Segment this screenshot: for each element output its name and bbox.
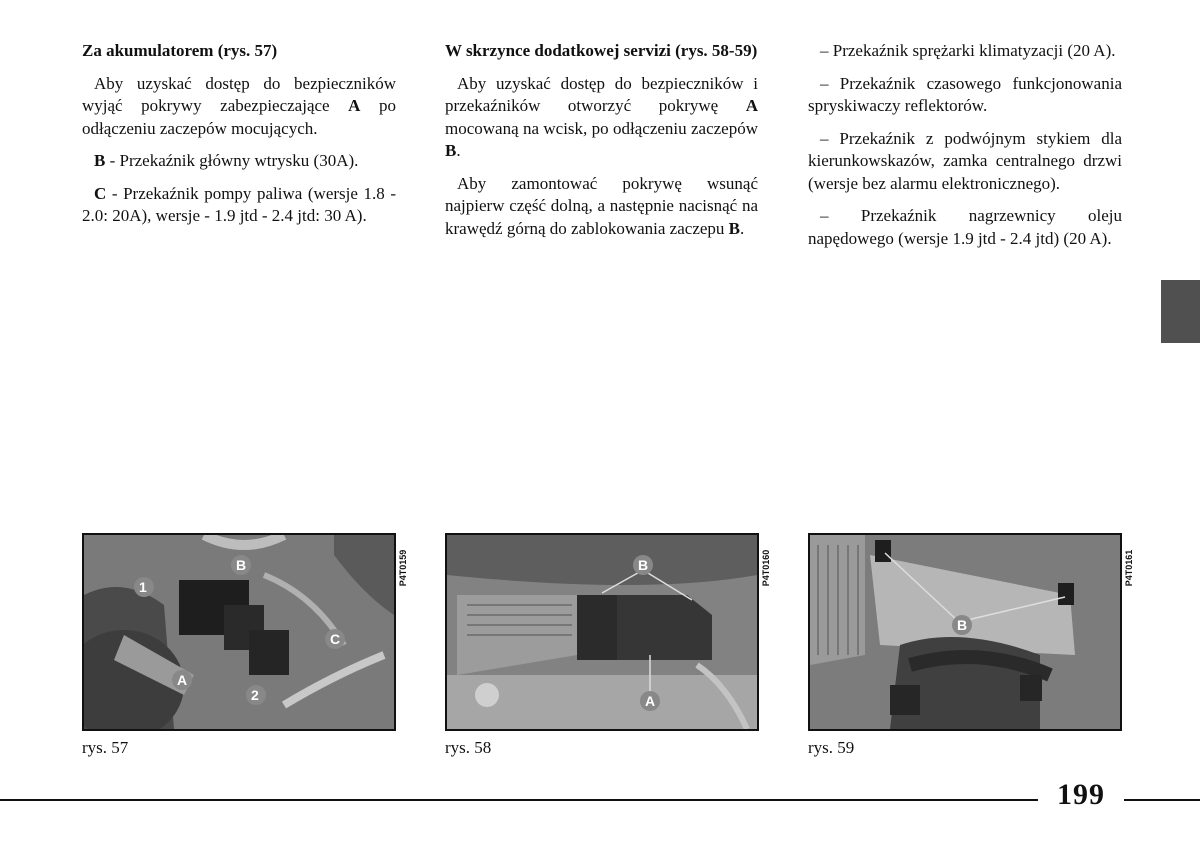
figure-caption: rys. 59 bbox=[808, 738, 855, 757]
label-1: 1 bbox=[139, 579, 147, 595]
footer-rule bbox=[0, 799, 1038, 801]
label-c: C bbox=[330, 631, 341, 647]
column-1 bbox=[82, 40, 396, 238]
relay-box-illustration bbox=[810, 535, 1120, 729]
column-2 bbox=[445, 40, 758, 250]
figure-58-photo bbox=[445, 533, 759, 731]
relay-item: – Przekaźnik czasowego funkcjonowania spryskiwaczy reflektorów. bbox=[808, 73, 1122, 115]
section-heading-battery: Za akumulatorem (rys. 57) bbox=[82, 41, 278, 60]
figure-caption: rys. 58 bbox=[445, 738, 492, 757]
figure-code: P4T0160 bbox=[761, 549, 771, 587]
relay-item: – Przekaźnik sprężarki klimatyzacji (20 A). bbox=[820, 41, 1116, 60]
item-b: B - Przekaźnik główny wtrysku (30A). bbox=[94, 151, 359, 170]
paragraph-mount-cover: Aby zamontować pokrywę wsunąć najpierw część dolną, a następnie nacisnąć na krawędź górną do zablokowania zaczepu B. bbox=[445, 173, 758, 238]
column-3 bbox=[808, 40, 1122, 260]
figure-caption: rys. 57 bbox=[82, 738, 129, 757]
section-heading-servizi-box: W skrzynce dodatkowej servizi (rys. 58-59) bbox=[445, 41, 758, 60]
engine-bay-illustration bbox=[84, 535, 394, 729]
fuse-box-illustration bbox=[447, 535, 757, 729]
relay-item: – Przekaźnik nagrzewnicy oleju napędowego (wersje 1.9 jtd - 2.4 jtd) (20 A). bbox=[808, 206, 1122, 248]
figure-59-photo bbox=[808, 533, 1122, 731]
label-b: B bbox=[638, 557, 649, 573]
figure-code: P4T0161 bbox=[1124, 549, 1134, 587]
label-a: A bbox=[645, 693, 656, 709]
footer-rule bbox=[1124, 799, 1200, 801]
label-b: B bbox=[957, 617, 968, 633]
item-c: C - Przekaźnik pompy paliwa (wersje 1.8 - 2.0: 20A), wersje - 1.9 jtd - 2.4 jtd: 30 A). bbox=[82, 183, 396, 225]
label-a: A bbox=[177, 672, 188, 688]
paragraph-access: Aby uzyskać dostęp do bezpieczników wyjąć pokrywy zabezpieczające A po odłączeniu zaczepów mocujących. bbox=[82, 73, 396, 138]
figure-code: P4T0159 bbox=[398, 549, 408, 587]
label-2: 2 bbox=[251, 687, 259, 703]
relay-item: – Przekaźnik z podwójnym stykiem dla kierunkowskazów, zamka centralnego drzwi (wersje bez alarmu elektronicznego). bbox=[808, 128, 1122, 193]
paragraph-open-cover: Aby uzyskać dostęp do bezpieczników i przekaźników otworzyć pokrywę A mocowaną na wcisk, po odłączeniu zaczepów B. bbox=[445, 73, 758, 160]
section-tab bbox=[1161, 280, 1200, 343]
figure-57-photo bbox=[82, 533, 396, 731]
label-b: B bbox=[236, 557, 247, 573]
page-number: 199 bbox=[1057, 778, 1105, 811]
